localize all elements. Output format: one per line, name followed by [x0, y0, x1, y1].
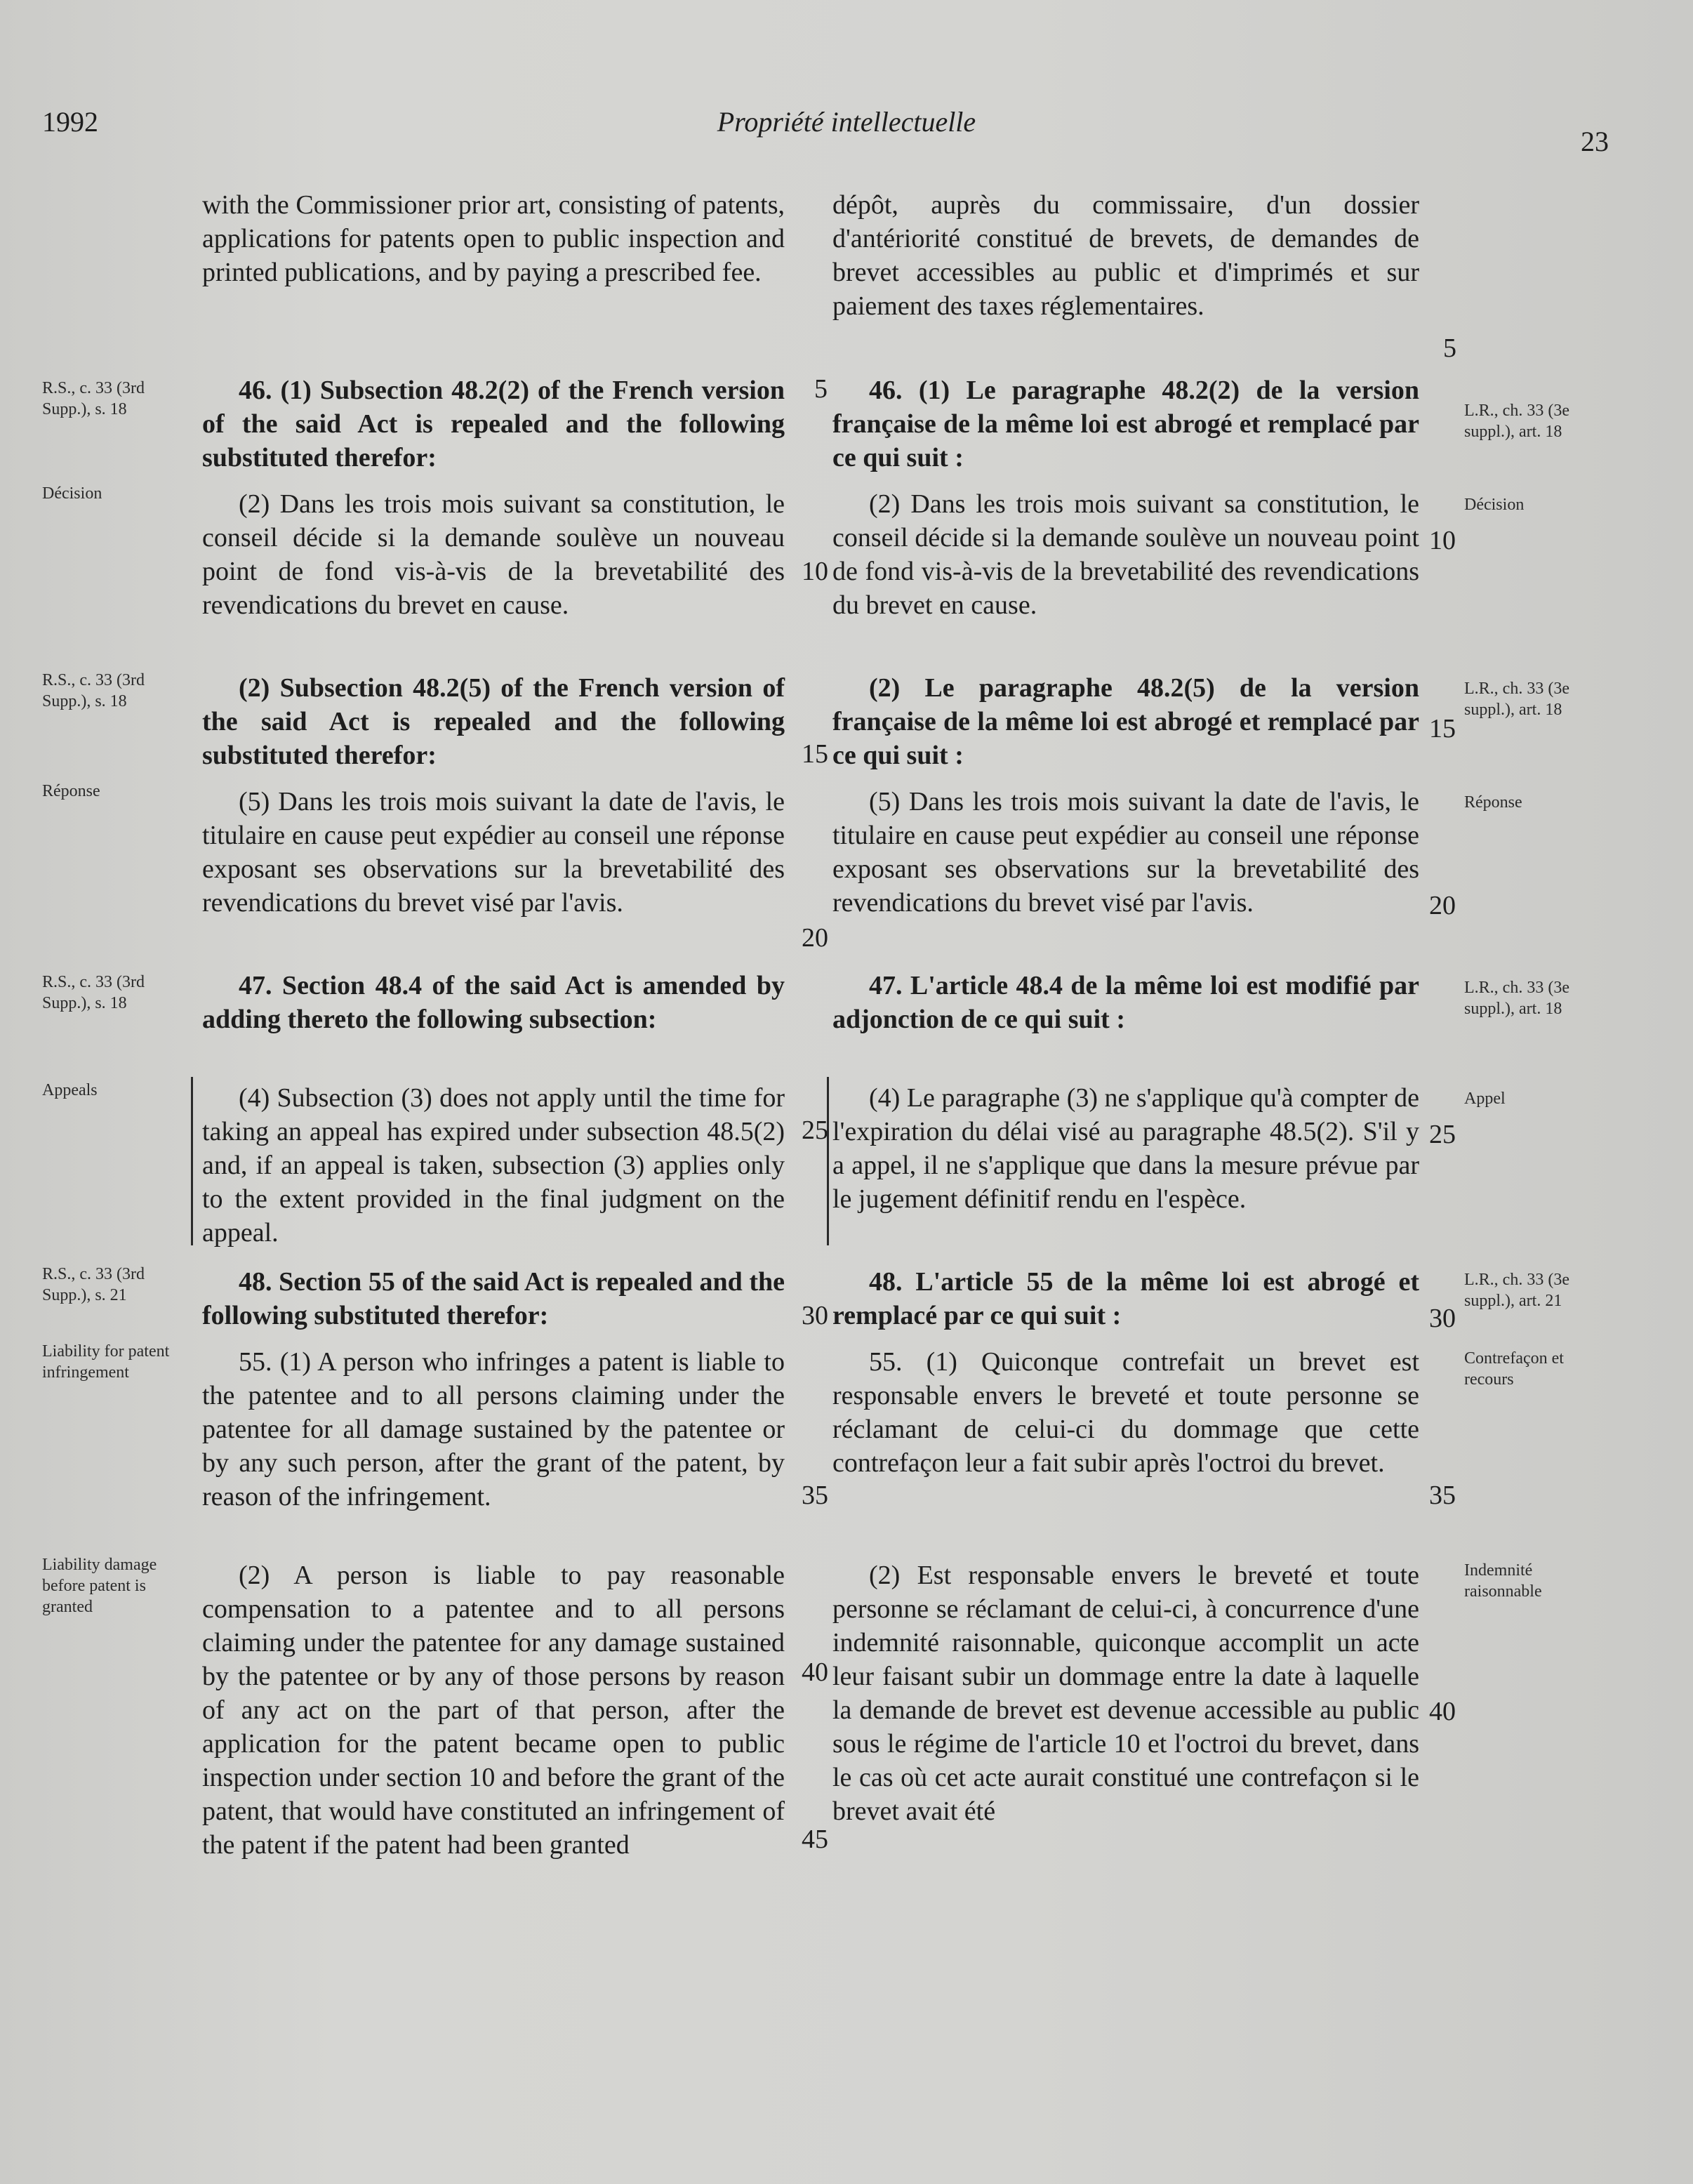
- fr-s46-1-heading: 46. (1) Le paragraphe 48.2(2) de la version française de la même loi est abrogé et remplacé par ce qui suit :: [832, 376, 1419, 472]
- line-number-right-15: 15: [1429, 714, 1456, 743]
- en-s48-heading: 48. Section 55 of the said Act is repealed and the following substituted therefor:: [202, 1267, 785, 1330]
- margin-note-left-8: Liability for patent infringement: [42, 1342, 170, 1382]
- fr-s55-2-text: [832, 1558, 1419, 1828]
- margin-note-right-3: L.R., ch. 33 (3e suppl.), art. 18: [1464, 680, 1569, 719]
- fr-s55-1-text: [832, 1345, 1419, 1480]
- margin-note-left-9: Liability damage before patent is granted: [42, 1556, 157, 1616]
- margin-note-left-2: Décision: [42, 484, 102, 503]
- fr-s47-body: (4) Le paragraphe (3) ne s'applique qu'à compter de l'expiration du délai visé au paragraphe 48.5(2). S'il y a appel, il ne s'applique que dans la mesure prévue par le jugement définitif rendu en l'espèce.: [832, 1083, 1419, 1214]
- english-column: [202, 188, 785, 289]
- fr-s55-2-body: (2) Est responsable envers le breveté et toute personne se réclamant de celui-ci, à concurrence d'une indemnité raisonnable, quiconque accomplit un acte leur faisant subir un dommage entre la date à laquelle la demande de brevet est devenue accessible au public sous le régime de l'article 10 et l'octroi du brevet, dans le cas où cet acte aurait constitué une contrefaçon si le brevet avait été: [832, 1561, 1419, 1826]
- margin-note-left-1: R.S., c. 33 (3rd Supp.), s. 18: [42, 379, 145, 418]
- line-number-right-25: 25: [1429, 1120, 1456, 1149]
- line-number-center-30: 30: [802, 1301, 828, 1330]
- margin-note-right-2: Décision: [1464, 496, 1525, 514]
- en-s46-2-heading: (2) Subsection 48.2(5) of the French version of the said Act is repealed and the following substituted therefor:: [202, 673, 785, 770]
- margin-note-left-7: R.S., c. 33 (3rd Supp.), s. 21: [42, 1265, 145, 1304]
- fr-s48-heading: 48. L'article 55 de la même loi est abrogé et remplacé par ce qui suit :: [832, 1267, 1419, 1330]
- en-s55-1-body: 55. (1) A person who infringes a patent is liable to the patentee and to all persons claiming under the patentee for all damage sustained by the patentee or by any such person, after the grant of the patent, by reason of the infringement.: [202, 1347, 785, 1511]
- line-number-center-20: 20: [802, 923, 828, 953]
- margin-note-right-7: L.R., ch. 33 (3e suppl.), art. 21: [1464, 1271, 1569, 1310]
- en-s48: [202, 1265, 785, 1332]
- fr-s46-2-body: (5) Dans les trois mois suivant la date de l'avis, le titulaire en cause peut expédier au conseil une réponse exposant ses observations sur la brevetabilité des revendications du brevet visé par l'avis.: [832, 787, 1419, 918]
- fr-s47-text: [832, 1081, 1419, 1216]
- line-number-center-5: 5: [814, 374, 828, 404]
- en-s47: [202, 969, 785, 1036]
- en-s46-1-body: (2) Dans les trois mois suivant sa constitution, le conseil décide si la demande soulève un nouveau point de fond vis-à-vis de la brevetabilité des revendications du brevet en cause.: [202, 489, 785, 620]
- margin-note-right-5: L.R., ch. 33 (3e suppl.), art. 18: [1464, 979, 1569, 1018]
- fr-s46-1-text: [832, 487, 1419, 622]
- margin-note-left-6: Appeals: [42, 1081, 98, 1099]
- line-number-center-45: 45: [802, 1825, 828, 1854]
- fr-s47: [832, 969, 1419, 1036]
- margin-note-right-8: Contrefaçon et recours: [1464, 1349, 1564, 1389]
- line-number-center-10: 10: [802, 557, 828, 586]
- line-number-center-25: 25: [802, 1116, 828, 1145]
- en-s46-1-heading: 46. (1) Subsection 48.2(2) of the French version of the said Act is repealed and the following substituted therefor:: [202, 376, 785, 472]
- en-s46-2: [202, 671, 785, 772]
- line-number-right-5: 5: [1443, 333, 1456, 363]
- line-number-right-20: 20: [1429, 891, 1456, 920]
- fr-s46-2-heading: (2) Le paragraphe 48.2(5) de la version française de la même loi est abrogé et remplacé par ce qui suit :: [832, 673, 1419, 770]
- line-number-center-40: 40: [802, 1657, 828, 1687]
- fr-s46-1-body: (2) Dans les trois mois suivant sa constitution, le conseil décide si la demande soulève un nouveau point de fond vis-à-vis de la brevetabilité des revendications du brevet en cause.: [832, 489, 1419, 620]
- margin-note-left-5: R.S., c. 33 (3rd Supp.), s. 18: [42, 973, 145, 1012]
- fr-s46-2: [832, 671, 1419, 772]
- en-s46-1-text: [202, 487, 785, 622]
- margin-note-right-9: Indemnité raisonnable: [1464, 1561, 1542, 1601]
- en-s46-2-body: (5) Dans les trois mois suivant la date de l'avis, le titulaire en cause peut expédier au conseil une réponse exposant ses observations sur la brevetabilité des revendications du brevet visé par l'avis.: [202, 787, 785, 918]
- line-number-center-35: 35: [802, 1481, 828, 1510]
- en-s47-text: [202, 1081, 785, 1250]
- header-year: 1992: [42, 106, 98, 138]
- en-s46-2-text: [202, 785, 785, 920]
- en-s55-2-body: (2) A person is liable to pay reasonable compensation to a patentee and to all persons claiming under the patentee for any damage sustained by the patentee or by any of those persons by reason of any act on the part of that person, after the application for the patent became open to public inspection under section 10 and before the grant of the patent, that would have constituted an infringement of the patent if the patent had been granted: [202, 1561, 785, 1860]
- margin-note-right-6: Appel: [1464, 1090, 1506, 1108]
- line-number-right-30: 30: [1429, 1304, 1456, 1333]
- en-s55-1-text: [202, 1345, 785, 1514]
- en-s47-heading: 47. Section 48.4 of the said Act is amended by adding thereto the following subsection:: [202, 971, 785, 1034]
- line-number-center-15: 15: [802, 739, 828, 769]
- fr-s48: [832, 1265, 1419, 1332]
- change-bar-left: [191, 1077, 193, 1245]
- french-column: [832, 188, 1419, 323]
- line-number-right-10: 10: [1429, 526, 1456, 555]
- margin-note-right-4: Réponse: [1464, 793, 1522, 812]
- en-s47-body: (4) Subsection (3) does not apply until the time for taking an appeal has expired under subsection 48.5(2) and, if an appeal is taken, subsection (3) applies only to the extent provided in the final judgment on the appeal.: [202, 1083, 785, 1247]
- fr-intro: dépôt, auprès du commissaire, d'un dossier d'antériorité constitué de brevets, de demandes de brevet accessibles au public et d'imprimés et sur paiement des taxes réglementaires.: [832, 190, 1419, 321]
- margin-note-right-1: L.R., ch. 33 (3e suppl.), art. 18: [1464, 402, 1569, 441]
- fr-s46-2-text: [832, 785, 1419, 920]
- en-s46-1: [202, 373, 785, 475]
- fr-s46-1: [832, 373, 1419, 475]
- margin-note-left-4: Réponse: [42, 782, 100, 800]
- line-number-right-35: 35: [1429, 1481, 1456, 1510]
- page-number: 23: [1581, 126, 1609, 157]
- en-intro: with the Commissioner prior art, consisting of patents, applications for patents open to public inspection and printed publications, and by paying a prescribed fee.: [202, 190, 785, 287]
- fr-s47-heading: 47. L'article 48.4 de la même loi est modifié par adjonction de ce qui suit :: [832, 971, 1419, 1034]
- margin-note-left-3: R.S., c. 33 (3rd Supp.), s. 18: [42, 671, 145, 710]
- change-bar-right: [827, 1077, 829, 1245]
- en-s55-2-text: [202, 1558, 785, 1862]
- line-number-right-40: 40: [1429, 1697, 1456, 1726]
- fr-s55-1-body: 55. (1) Quiconque contrefait un brevet est responsable envers le breveté et toute personne se réclamant de celui-ci du dommage que cette contrefaçon leur a fait subir après l'octroi du brevet.: [832, 1347, 1419, 1478]
- header-title: Propriété intellectuelle: [717, 106, 976, 138]
